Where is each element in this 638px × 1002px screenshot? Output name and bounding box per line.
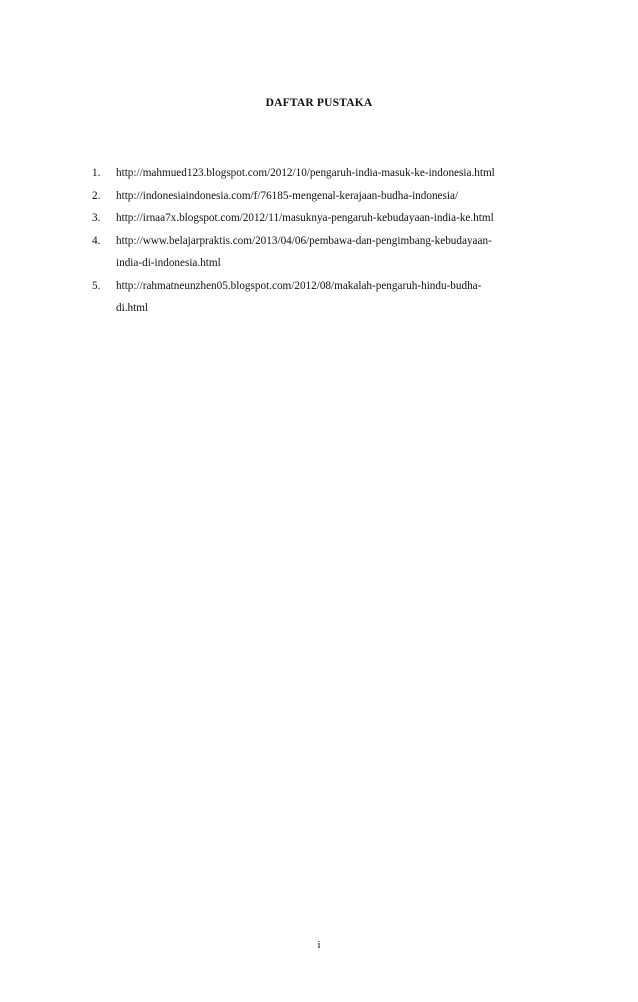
reference-url: http://mahmued123.blogspot.com/2012/10/pengaruh-india-masuk-ke-indonesia.html [116, 167, 495, 179]
reference-url: http://rahmatneunzhen05.blogspot.com/2012/08/makalah-pengaruh-hindu-budha- [116, 279, 482, 292]
reference-number: 2. [92, 189, 101, 202]
reference-list [92, 162, 572, 320]
reference-url-continuation: di.html [116, 302, 149, 314]
reference-url: http://www.belajarpraktis.com/2013/04/06/pembawa-dan-pengimbang-kebudayaan- [116, 234, 492, 247]
page-title: DAFTAR PUSTAKA [265, 97, 373, 109]
reference-url-continuation: india-di-indonesia.html [116, 257, 221, 269]
reference-url: http://irnaa7x.blogspot.com/2012/11/masuknya-pengaruh-kebudayaan-india-ke.html [116, 212, 494, 224]
reference-number: 3. [92, 212, 101, 224]
list-item [92, 162, 572, 185]
page-number: i [317, 939, 321, 951]
reference-number: 1. [92, 167, 101, 179]
list-item [92, 185, 572, 208]
reference-url: http://indonesiaindonesia.com/f/76185-mengenal-kerajaan-budha-indonesia/ [116, 189, 459, 202]
reference-number: 5. [92, 279, 101, 292]
list-item [92, 230, 572, 275]
list-item [92, 207, 572, 230]
list-item [92, 275, 572, 320]
reference-number: 4. [92, 234, 101, 247]
